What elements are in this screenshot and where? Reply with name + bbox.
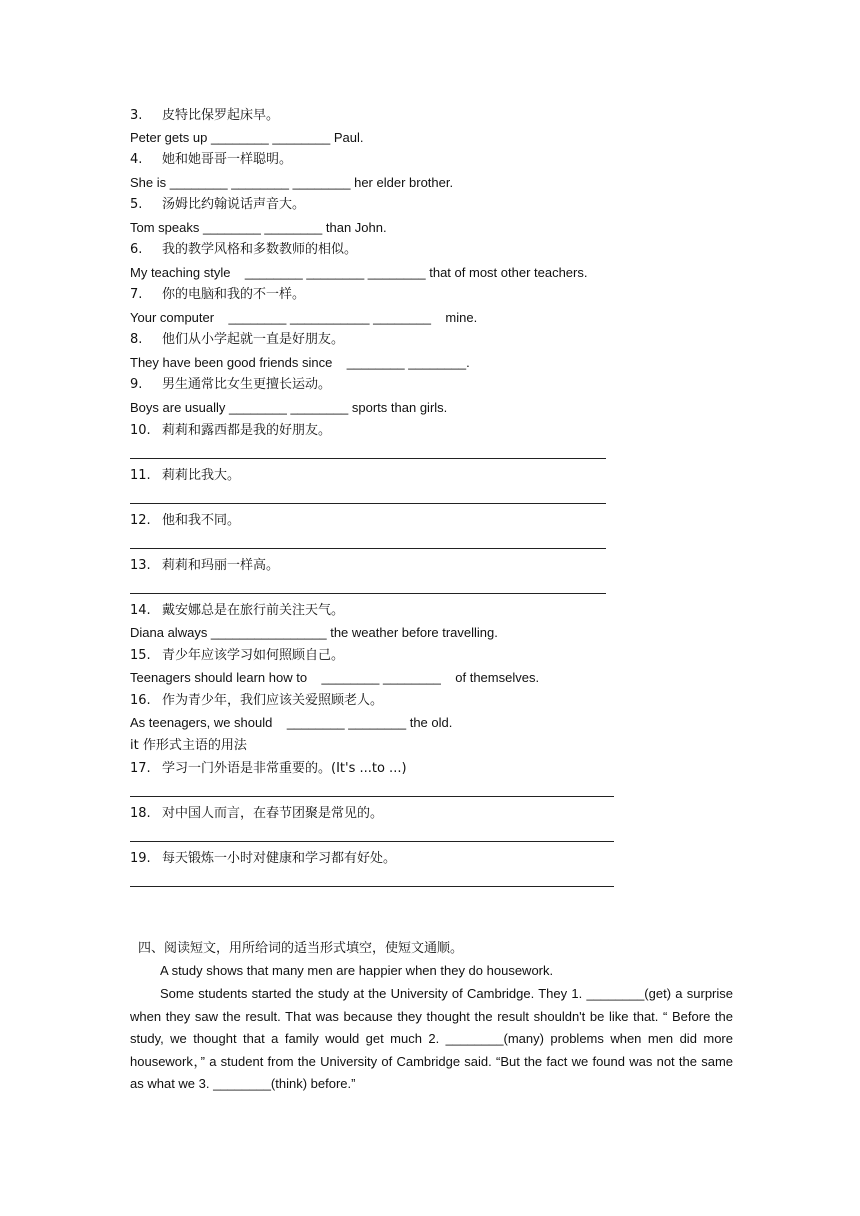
chinese-prompt: 学习一门外语是非常重要的。(It's ...to ...)	[162, 761, 407, 776]
question-number: 14.	[130, 603, 151, 618]
section-subheading: it 作形式主语的用法	[130, 738, 247, 753]
question-number: 17.	[130, 761, 151, 776]
answer-line	[130, 796, 614, 797]
question-9-chinese	[130, 376, 331, 394]
question-15-chinese	[130, 647, 344, 665]
chinese-prompt: 你的电脑和我的不一样。	[162, 287, 306, 302]
question-4-english: She is ________ ________ ________ her elder brother.	[130, 175, 454, 190]
answer-line	[130, 503, 606, 504]
answer-line	[130, 886, 614, 887]
question-8-english: They have been good friends since ________ ________.	[130, 355, 470, 370]
question-number: 16.	[130, 693, 151, 708]
question-3-chinese	[130, 107, 279, 125]
question-7-english: Your computer ________ ___________ ________ mine.	[130, 310, 478, 325]
answer-line	[130, 458, 606, 459]
question-number: 18.	[130, 806, 151, 821]
question-5-english: Tom speaks ________ ________ than John.	[130, 220, 387, 235]
chinese-prompt: 他们从小学起就一直是好朋友。	[162, 332, 345, 347]
section-4-paragraph-1: A study shows that many men are happier when they do housework.	[160, 963, 554, 978]
section-4-paragraph-2: Some students started the study at the University of Cambridge. They 1. ________(get) a surprise when they saw the result. That was because they thought the result shouldn't be like that. “ Before the study, we thought that a family would get much 2. ________(many) problems when men did more housework，” a student from the University of Cambridge said. “But the fact we found was not the same as what we 3. ________(think) before.”	[130, 986, 733, 1092]
question-16-chinese	[130, 692, 383, 710]
question-number: 4.	[130, 152, 143, 167]
question-number: 11.	[130, 468, 151, 483]
chinese-prompt: 莉莉和玛丽一样高。	[162, 558, 280, 573]
question-number: 19.	[130, 851, 151, 866]
chinese-prompt: 作为青少年，我们应该关爱照顾老人。	[162, 693, 384, 708]
question-18-chinese	[130, 805, 383, 823]
question-8-chinese	[130, 331, 344, 349]
answer-line	[130, 593, 606, 594]
question-13-chinese	[130, 557, 279, 575]
question-10-chinese	[130, 422, 331, 440]
chinese-prompt: 每天锻炼一小时对健康和学习都有好处。	[162, 851, 397, 866]
question-16-english: As teenagers, we should ________ ________ the old.	[130, 715, 453, 730]
chinese-prompt: 青少年应该学习如何照顾自己。	[162, 648, 345, 663]
section-4-title: 四、阅读短文，用所给词的适当形式填空，使短文通顺。	[138, 941, 464, 956]
question-number: 7.	[130, 287, 143, 302]
question-9-english: Boys are usually ________ ________ sports than girls.	[130, 400, 448, 415]
question-15-english: Teenagers should learn how to ________ ________ of themselves.	[130, 670, 540, 685]
chinese-prompt: 男生通常比女生更擅长运动。	[162, 377, 332, 392]
question-5-chinese	[130, 196, 305, 214]
question-number: 5.	[130, 197, 143, 212]
question-17-chinese	[130, 760, 407, 778]
chinese-prompt: 我的教学风格和多数教师的相似。	[162, 242, 358, 257]
chinese-prompt: 戴安娜总是在旅行前关注天气。	[162, 603, 345, 618]
question-14-english: Diana always ________________ the weather before travelling.	[130, 625, 498, 640]
question-19-chinese	[130, 850, 396, 868]
answer-line	[130, 841, 614, 842]
question-number: 8.	[130, 332, 143, 347]
question-4-chinese	[130, 151, 292, 169]
chinese-prompt: 她和她哥哥一样聪明。	[162, 152, 293, 167]
question-11-chinese	[130, 467, 240, 485]
question-number: 13.	[130, 558, 151, 573]
answer-line	[130, 548, 606, 549]
question-number: 9.	[130, 377, 143, 392]
chinese-prompt: 莉莉比我大。	[162, 468, 241, 483]
question-number: 6.	[130, 242, 143, 257]
question-number: 15.	[130, 648, 151, 663]
question-number: 3.	[130, 108, 143, 123]
chinese-prompt: 汤姆比约翰说话声音大。	[162, 197, 306, 212]
question-number: 10.	[130, 423, 151, 438]
question-7-chinese	[130, 286, 305, 304]
question-12-chinese	[130, 512, 240, 530]
chinese-prompt: 莉莉和露西都是我的好朋友。	[162, 423, 332, 438]
question-14-chinese	[130, 602, 344, 620]
chinese-prompt: 皮特比保罗起床早。	[162, 108, 280, 123]
question-6-chinese	[130, 241, 357, 259]
question-3-english: Peter gets up ________ ________ Paul.	[130, 130, 364, 145]
question-number: 12.	[130, 513, 151, 528]
chinese-prompt: 他和我不同。	[162, 513, 241, 528]
chinese-prompt: 对中国人而言，在春节团聚是常见的。	[162, 806, 384, 821]
question-6-english: My teaching style ________ ________ ________ that of most other teachers.	[130, 265, 588, 280]
